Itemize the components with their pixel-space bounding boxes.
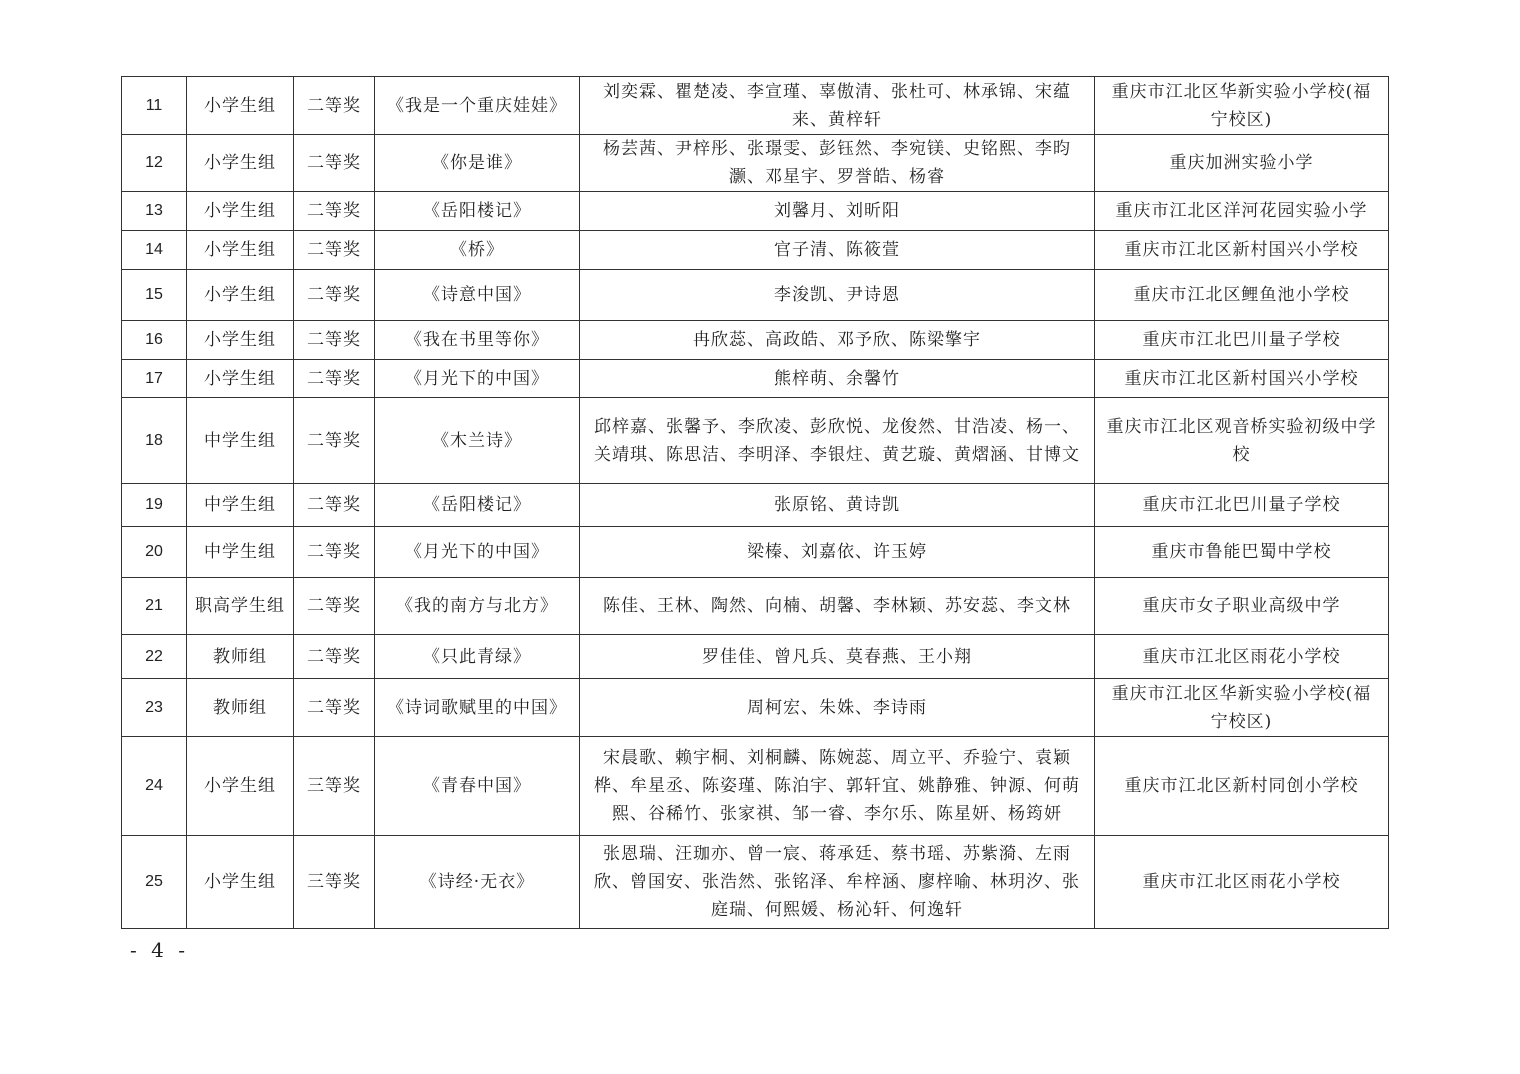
group-cell: 小学生组	[187, 135, 294, 192]
title-cell: 《诗词歌赋里的中国》	[375, 679, 580, 737]
title-cell: 《月光下的中国》	[375, 360, 580, 398]
prize-cell: 二等奖	[294, 192, 375, 231]
school-cell: 重庆市江北区新村国兴小学校	[1095, 231, 1389, 270]
table-row	[122, 398, 1389, 484]
title-cell: 《我的南方与北方》	[375, 578, 580, 635]
title-cell: 《桥》	[375, 231, 580, 270]
names-cell: 周柯宏、朱姝、李诗雨	[580, 679, 1095, 737]
school-cell: 重庆市江北区鲤鱼池小学校	[1095, 270, 1389, 321]
group-cell: 教师组	[187, 635, 294, 679]
row-number: 13	[122, 192, 187, 231]
school-cell: 重庆市江北区新村同创小学校	[1095, 737, 1389, 836]
table-row	[122, 679, 1389, 737]
prize-cell: 二等奖	[294, 398, 375, 484]
group-cell: 教师组	[187, 679, 294, 737]
row-number: 11	[122, 77, 187, 135]
school-cell: 重庆市江北区观音桥实验初级中学校	[1095, 398, 1389, 484]
prize-cell: 二等奖	[294, 270, 375, 321]
page-number: - 4 -	[130, 938, 189, 962]
row-number: 23	[122, 679, 187, 737]
row-number: 18	[122, 398, 187, 484]
table-row	[122, 231, 1389, 270]
names-cell: 杨芸茜、尹梓彤、张璟雯、彭钰然、李宛镁、史铭熙、李昀灏、邓星宇、罗誉皓、杨睿	[580, 135, 1095, 192]
names-cell: 冉欣蕊、高政皓、邓予欣、陈梁擎宇	[580, 321, 1095, 360]
table-row	[122, 484, 1389, 527]
prize-cell: 二等奖	[294, 360, 375, 398]
title-cell: 《青春中国》	[375, 737, 580, 836]
group-cell: 中学生组	[187, 484, 294, 527]
table-row	[122, 360, 1389, 398]
prize-cell: 二等奖	[294, 578, 375, 635]
names-cell: 陈佳、王林、陶然、向楠、胡馨、李林颖、苏安蕊、李文林	[580, 578, 1095, 635]
title-cell: 《你是谁》	[375, 135, 580, 192]
title-cell: 《诗经·无衣》	[375, 836, 580, 929]
row-number: 12	[122, 135, 187, 192]
group-cell: 中学生组	[187, 527, 294, 578]
prize-cell: 二等奖	[294, 679, 375, 737]
title-cell: 《我在书里等你》	[375, 321, 580, 360]
prize-cell: 三等奖	[294, 737, 375, 836]
row-number: 20	[122, 527, 187, 578]
title-cell: 《诗意中国》	[375, 270, 580, 321]
school-cell: 重庆市江北巴川量子学校	[1095, 484, 1389, 527]
school-cell: 重庆市江北区雨花小学校	[1095, 836, 1389, 929]
row-number: 16	[122, 321, 187, 360]
names-cell: 宋晨歌、赖宇桐、刘桐麟、陈婉蕊、周立平、乔验宁、袁颖桦、牟星丞、陈姿瑾、陈泊宇、郭轩宜、姚静雅、钟源、何萌熙、谷稀竹、张家祺、邹一睿、李尔乐、陈星妍、杨筠妍	[580, 737, 1095, 836]
table-row	[122, 635, 1389, 679]
names-cell: 刘奕霖、瞿楚凌、李宣瑾、辜傲清、张杜可、林承锦、宋蕴来、黄梓轩	[580, 77, 1095, 135]
prize-cell: 二等奖	[294, 135, 375, 192]
title-cell: 《月光下的中国》	[375, 527, 580, 578]
table-row	[122, 321, 1389, 360]
school-cell: 重庆市鲁能巴蜀中学校	[1095, 527, 1389, 578]
school-cell: 重庆加洲实验小学	[1095, 135, 1389, 192]
names-cell: 邱梓嘉、张馨予、李欣凌、彭欣悦、龙俊然、甘浩凌、杨一、关靖琪、陈思洁、李明泽、李银炷、黄艺璇、黄熠涵、甘博文	[580, 398, 1095, 484]
row-number: 15	[122, 270, 187, 321]
names-cell: 罗佳佳、曾凡兵、莫春燕、王小翔	[580, 635, 1095, 679]
school-cell: 重庆市江北区华新实验小学校(福宁校区)	[1095, 679, 1389, 737]
title-cell: 《只此青绿》	[375, 635, 580, 679]
school-cell: 重庆市江北巴川量子学校	[1095, 321, 1389, 360]
prize-cell: 三等奖	[294, 836, 375, 929]
prize-cell: 二等奖	[294, 321, 375, 360]
row-number: 24	[122, 737, 187, 836]
names-cell: 张恩瑞、汪珈亦、曾一宸、蒋承廷、蔡书瑶、苏紫漪、左雨欣、曾国安、张浩然、张铭泽、牟梓涵、廖梓喻、林玥汐、张庭瑞、何熙媛、杨沁轩、何逸轩	[580, 836, 1095, 929]
award-table	[121, 76, 1389, 929]
group-cell: 小学生组	[187, 321, 294, 360]
prize-cell: 二等奖	[294, 527, 375, 578]
row-number: 22	[122, 635, 187, 679]
group-cell: 小学生组	[187, 360, 294, 398]
row-number: 19	[122, 484, 187, 527]
title-cell: 《岳阳楼记》	[375, 484, 580, 527]
group-cell: 小学生组	[187, 270, 294, 321]
table-row	[122, 836, 1389, 929]
school-cell: 重庆市女子职业高级中学	[1095, 578, 1389, 635]
group-cell: 职高学生组	[187, 578, 294, 635]
title-cell: 《我是一个重庆娃娃》	[375, 77, 580, 135]
table-row	[122, 737, 1389, 836]
names-cell: 刘馨月、刘昕阳	[580, 192, 1095, 231]
table-row	[122, 270, 1389, 321]
row-number: 21	[122, 578, 187, 635]
group-cell: 小学生组	[187, 231, 294, 270]
row-number: 14	[122, 231, 187, 270]
row-number: 25	[122, 836, 187, 929]
row-number: 17	[122, 360, 187, 398]
school-cell: 重庆市江北区新村国兴小学校	[1095, 360, 1389, 398]
names-cell: 梁榛、刘嘉依、许玉婷	[580, 527, 1095, 578]
group-cell: 小学生组	[187, 77, 294, 135]
table-row	[122, 77, 1389, 135]
names-cell: 张原铭、黄诗凯	[580, 484, 1095, 527]
table-row	[122, 578, 1389, 635]
school-cell: 重庆市江北区华新实验小学校(福宁校区)	[1095, 77, 1389, 135]
group-cell: 小学生组	[187, 836, 294, 929]
names-cell: 官子清、陈筱萱	[580, 231, 1095, 270]
school-cell: 重庆市江北区洋河花园实验小学	[1095, 192, 1389, 231]
school-cell: 重庆市江北区雨花小学校	[1095, 635, 1389, 679]
prize-cell: 二等奖	[294, 231, 375, 270]
prize-cell: 二等奖	[294, 635, 375, 679]
names-cell: 李浚凯、尹诗恩	[580, 270, 1095, 321]
table-row	[122, 135, 1389, 192]
prize-cell: 二等奖	[294, 77, 375, 135]
group-cell: 小学生组	[187, 192, 294, 231]
title-cell: 《木兰诗》	[375, 398, 580, 484]
title-cell: 《岳阳楼记》	[375, 192, 580, 231]
group-cell: 中学生组	[187, 398, 294, 484]
table-row	[122, 527, 1389, 578]
prize-cell: 二等奖	[294, 484, 375, 527]
names-cell: 熊梓萌、余馨竹	[580, 360, 1095, 398]
table-row	[122, 192, 1389, 231]
group-cell: 小学生组	[187, 737, 294, 836]
